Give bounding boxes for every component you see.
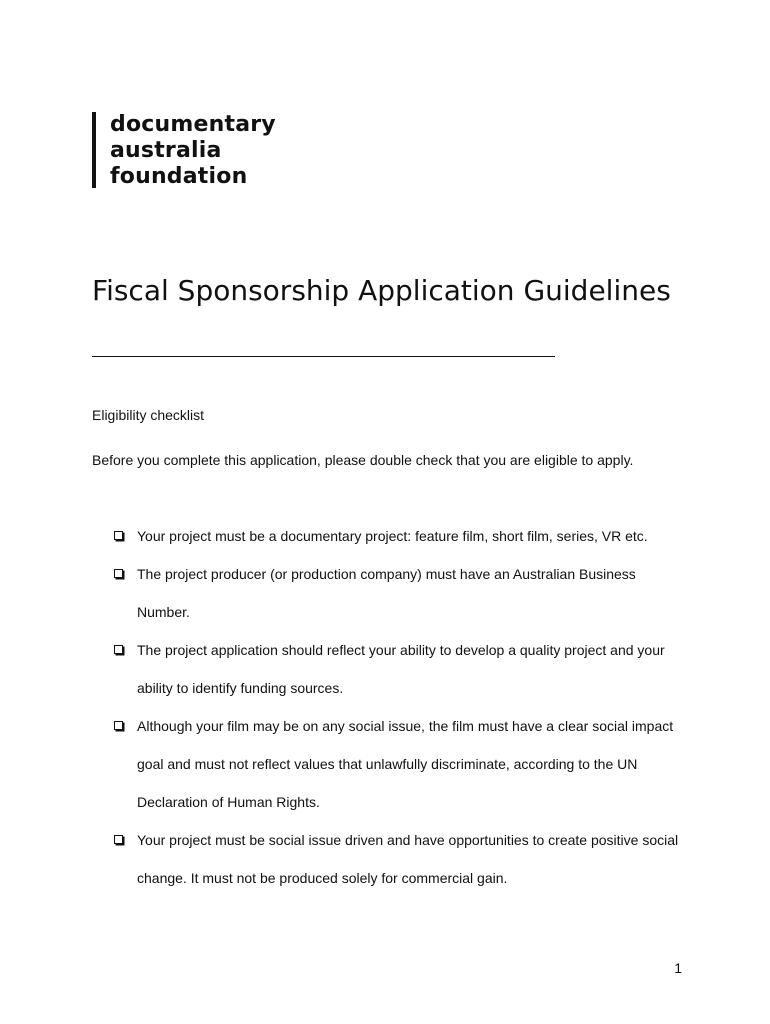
checkbox-icon xyxy=(114,531,123,540)
checklist-item xyxy=(92,821,692,897)
page-number: 1 xyxy=(674,960,682,976)
checkbox-icon xyxy=(114,569,123,578)
checklist-item xyxy=(92,555,692,631)
checkbox-icon xyxy=(114,721,123,730)
checklist-item-text: Your project must be social issue driven and have opportunities to create positive social change. It must not be produced solely for commercial gain. xyxy=(137,832,679,886)
logo-line-1: documentary xyxy=(110,112,276,137)
intro-paragraph: Before you complete this application, please double check that you are eligible to apply. xyxy=(92,452,634,468)
logo-line-3: foundation xyxy=(110,164,248,189)
section-heading: Eligibility checklist xyxy=(92,407,205,423)
foundation-logo xyxy=(92,112,276,188)
title-divider xyxy=(92,356,555,357)
eligibility-checklist xyxy=(92,517,692,897)
checklist-item-text: The project application should reflect your ability to develop a quality project and your ability to identify funding sources. xyxy=(137,642,665,696)
checklist-item xyxy=(92,517,692,555)
checklist-item-text: The project producer (or production company) must have an Australian Business Number. xyxy=(137,566,636,620)
checklist-item-text: Your project must be a documentary project: feature film, short film, series, VR etc. xyxy=(137,528,648,544)
document-title: Fiscal Sponsorship Application Guidelines xyxy=(92,274,671,307)
checklist-item xyxy=(92,631,692,707)
checklist-item-text: Although your film may be on any social issue, the film must have a clear social impact goal and must not reflect values that unlawfully discriminate, according to the UN Declaration of Human Rights. xyxy=(137,718,674,810)
checkbox-icon xyxy=(114,645,123,654)
checklist-item xyxy=(92,707,692,821)
checkbox-icon xyxy=(114,835,123,844)
logo-line-2: australia xyxy=(110,138,222,163)
